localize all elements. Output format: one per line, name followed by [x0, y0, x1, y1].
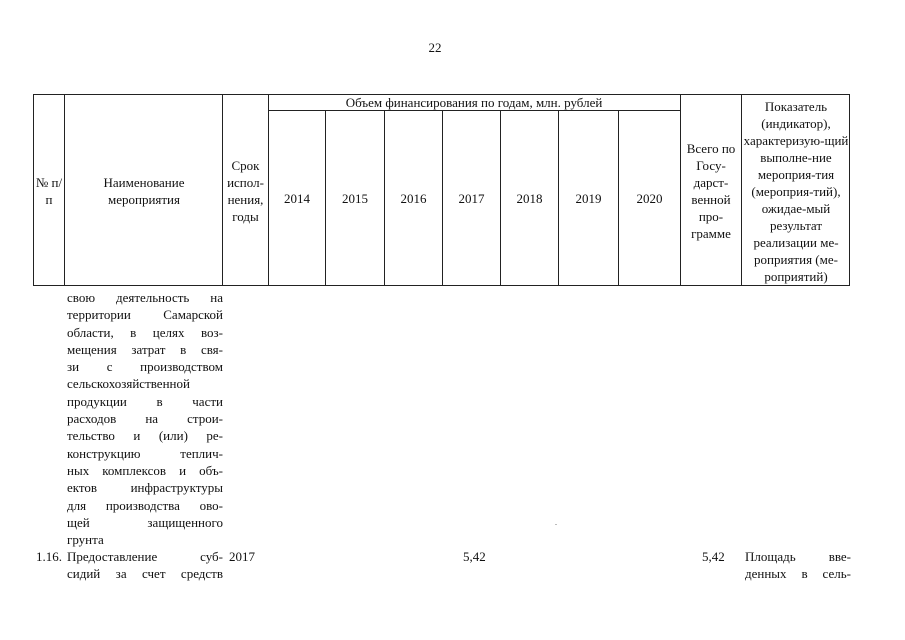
text-line: Площадь вве-	[745, 549, 851, 564]
col-term-header: Срок испол-нения, годы	[227, 158, 264, 224]
year-header: 2020	[636, 191, 663, 206]
year-header: 2015	[342, 191, 368, 206]
text-line: ектов инфраструктуры	[67, 480, 223, 496]
year-header: 2017	[458, 191, 485, 206]
row-term: 2017	[229, 549, 255, 564]
text-line: тельство и (или) ре-	[67, 428, 223, 444]
col-total-header: Всего по Госу-дарст-венной про-грамме	[686, 141, 736, 241]
table-header	[33, 94, 850, 286]
text-line: области, в целях воз-	[67, 324, 223, 340]
col-num-header: № п/п	[35, 175, 63, 207]
row-total: 5,42	[702, 549, 725, 564]
text-line: сидий за счет средств	[67, 566, 223, 582]
row-number: 1.16.	[36, 549, 62, 564]
text-line: Предоставление суб-	[67, 549, 223, 564]
row-indicator	[745, 548, 851, 583]
page-number: 22	[428, 40, 442, 55]
text-line: щей защищенного	[67, 514, 223, 530]
row-name	[67, 548, 223, 583]
financing-header: Объем финансирования по годам, млн. рублей	[345, 95, 603, 110]
text-line: грунта	[67, 532, 104, 548]
text-line: для производства ово-	[67, 497, 223, 513]
text-line: ных комплексов и объ-	[67, 462, 223, 478]
text-line: свою деятельность на	[67, 290, 223, 305]
text-line: мещения затрат в свя-	[67, 341, 223, 357]
year-header: 2014	[284, 191, 310, 206]
text-line: расходов на строи-	[67, 411, 223, 427]
continuation-text	[67, 289, 223, 548]
text-line: зи с производством	[67, 359, 223, 375]
text-line: конструкцию теплич-	[67, 445, 223, 461]
text-line: продукции в части	[67, 393, 223, 409]
year-header: 2016	[400, 191, 427, 206]
col-name-header: Наименование мероприятия	[103, 175, 185, 207]
col-indicator-header: Показатель (индикатор), характеризую-щий выполне-ние мероприя-тия (мероприя-тий), ожидае-мый результат реализации ме-роприятия (ме-роприятий)	[743, 98, 849, 284]
row-value-2017: 5,42	[463, 549, 486, 564]
scan-speck	[555, 524, 557, 525]
col-divider	[64, 95, 65, 285]
text-line: денных в сель-	[745, 566, 851, 582]
year-header: 2018	[516, 191, 543, 206]
text-line: территории Самарской	[67, 307, 223, 323]
year-header: 2019	[575, 191, 602, 206]
text-line: сельскохозяйственной	[67, 376, 190, 392]
